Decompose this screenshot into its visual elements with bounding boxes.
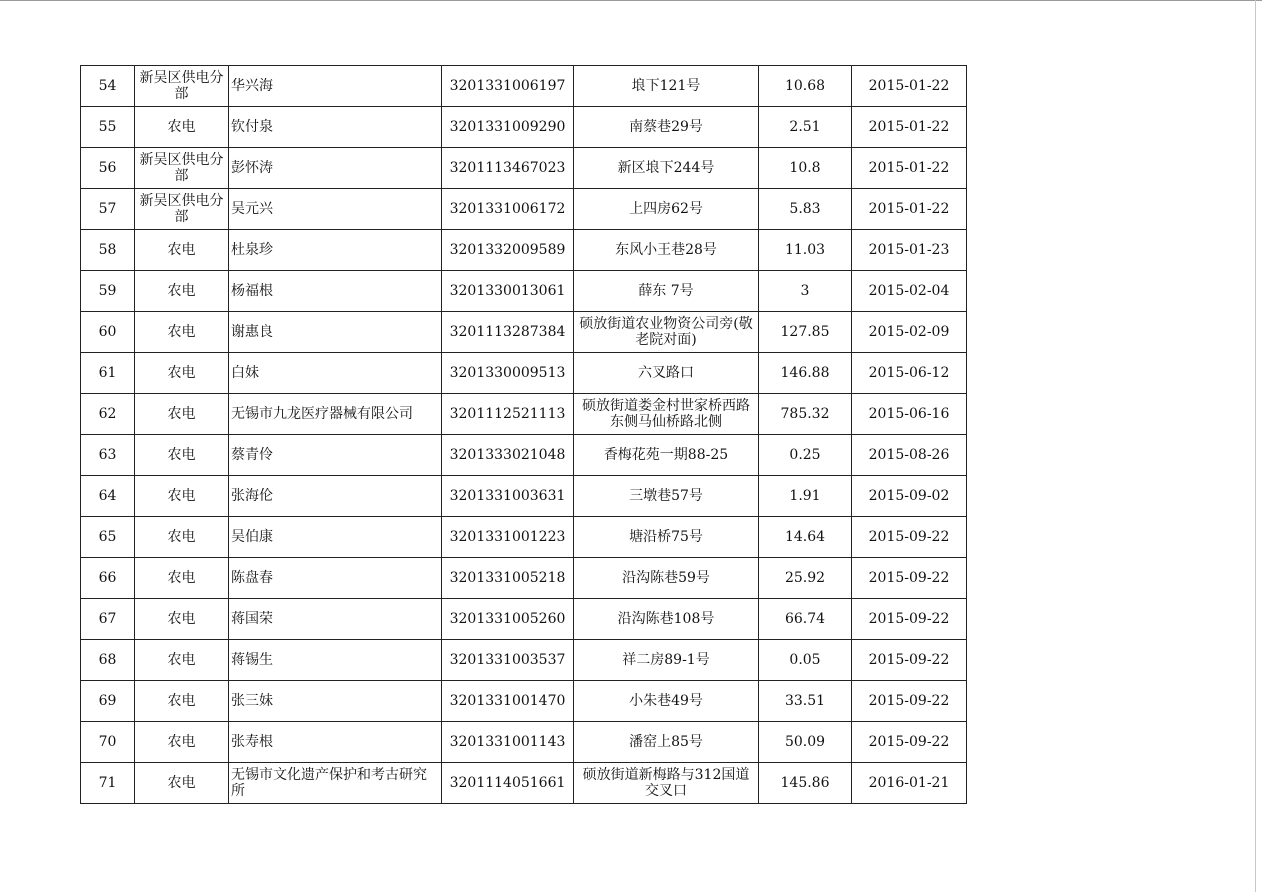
cell-date: 2015-01-22	[852, 107, 967, 148]
cell-customer-name: 陈盘春	[229, 558, 442, 599]
cell-index: 66	[81, 558, 135, 599]
cell-customer-name: 蒋国荣	[229, 599, 442, 640]
cell-amount: 33.51	[759, 681, 852, 722]
cell-address: 硕放街道新梅路与312国道交叉口	[574, 763, 759, 804]
cell-amount: 10.8	[759, 148, 852, 189]
cell-customer-name: 蒋锡生	[229, 640, 442, 681]
cell-customer-name: 张三妹	[229, 681, 442, 722]
cell-index: 64	[81, 476, 135, 517]
cell-account-number: 3201333021048	[442, 435, 574, 476]
cell-account-number: 3201332009589	[442, 230, 574, 271]
cell-unit: 农电	[135, 763, 229, 804]
cell-address: 香梅花苑一期88-25	[574, 435, 759, 476]
cell-unit: 农电	[135, 435, 229, 476]
cell-amount: 10.68	[759, 66, 852, 107]
cell-index: 68	[81, 640, 135, 681]
cell-date: 2015-09-22	[852, 517, 967, 558]
cell-date: 2015-09-02	[852, 476, 967, 517]
cell-amount: 0.25	[759, 435, 852, 476]
cell-customer-name: 张寿根	[229, 722, 442, 763]
cell-date: 2015-01-23	[852, 230, 967, 271]
cell-index: 54	[81, 66, 135, 107]
cell-account-number: 3201331005260	[442, 599, 574, 640]
table-row	[81, 230, 967, 271]
cell-amount: 1.91	[759, 476, 852, 517]
cell-account-number: 3201331001470	[442, 681, 574, 722]
cell-address: 潘窑上85号	[574, 722, 759, 763]
cell-unit: 农电	[135, 271, 229, 312]
cell-date: 2015-09-22	[852, 640, 967, 681]
cell-index: 69	[81, 681, 135, 722]
cell-date: 2015-06-12	[852, 353, 967, 394]
table-row	[81, 599, 967, 640]
table-row	[81, 640, 967, 681]
cell-customer-name: 彭怀涛	[229, 148, 442, 189]
cell-amount: 2.51	[759, 107, 852, 148]
cell-account-number: 3201330009513	[442, 353, 574, 394]
cell-unit: 农电	[135, 107, 229, 148]
cell-account-number: 3201331009290	[442, 107, 574, 148]
cell-address: 埌下121号	[574, 66, 759, 107]
cell-address: 南蔡巷29号	[574, 107, 759, 148]
cell-date: 2015-09-22	[852, 558, 967, 599]
cell-amount: 127.85	[759, 312, 852, 353]
cell-date: 2015-09-22	[852, 681, 967, 722]
cell-index: 55	[81, 107, 135, 148]
cell-account-number: 3201112521113	[442, 394, 574, 435]
cell-address: 三墩巷57号	[574, 476, 759, 517]
cell-index: 58	[81, 230, 135, 271]
cell-amount: 14.64	[759, 517, 852, 558]
cell-date: 2015-01-22	[852, 66, 967, 107]
cell-account-number: 3201331006172	[442, 189, 574, 230]
cell-amount: 25.92	[759, 558, 852, 599]
cell-unit: 农电	[135, 353, 229, 394]
cell-customer-name: 无锡市九龙医疗器械有限公司	[229, 394, 442, 435]
cell-unit: 农电	[135, 312, 229, 353]
table-row	[81, 394, 967, 435]
table-row	[81, 763, 967, 804]
cell-customer-name: 无锡市文化遗产保护和考古研究所	[229, 763, 442, 804]
cell-unit: 农电	[135, 640, 229, 681]
cell-address: 硕放街道娄金村世家桥西路东侧马仙桥路北侧	[574, 394, 759, 435]
cell-unit: 新吴区供电分部	[135, 148, 229, 189]
cell-customer-name: 白妹	[229, 353, 442, 394]
cell-unit: 农电	[135, 681, 229, 722]
cell-index: 71	[81, 763, 135, 804]
cell-address: 薛东 7号	[574, 271, 759, 312]
cell-account-number: 3201331003631	[442, 476, 574, 517]
cell-amount: 0.05	[759, 640, 852, 681]
cell-unit: 农电	[135, 517, 229, 558]
cell-customer-name: 华兴海	[229, 66, 442, 107]
cell-customer-name: 谢惠良	[229, 312, 442, 353]
cell-account-number: 3201331001143	[442, 722, 574, 763]
cell-unit: 农电	[135, 230, 229, 271]
cell-address: 沿沟陈巷108号	[574, 599, 759, 640]
cell-index: 65	[81, 517, 135, 558]
page-top-border	[0, 0, 1262, 1]
table-row	[81, 435, 967, 476]
cell-amount: 66.74	[759, 599, 852, 640]
cell-account-number: 3201331006197	[442, 66, 574, 107]
table-row	[81, 722, 967, 763]
cell-address: 硕放街道农业物资公司旁(敬老院对面)	[574, 312, 759, 353]
cell-date: 2015-08-26	[852, 435, 967, 476]
table-row	[81, 148, 967, 189]
table-row	[81, 681, 967, 722]
cell-address: 上四房62号	[574, 189, 759, 230]
cell-date: 2015-01-22	[852, 148, 967, 189]
cell-index: 59	[81, 271, 135, 312]
cell-index: 63	[81, 435, 135, 476]
cell-index: 67	[81, 599, 135, 640]
cell-index: 60	[81, 312, 135, 353]
table-body	[81, 66, 967, 804]
cell-address: 东风小王巷28号	[574, 230, 759, 271]
cell-date: 2015-06-16	[852, 394, 967, 435]
cell-account-number: 3201113467023	[442, 148, 574, 189]
cell-index: 56	[81, 148, 135, 189]
cell-date: 2015-01-22	[852, 189, 967, 230]
cell-account-number: 3201331001223	[442, 517, 574, 558]
cell-date: 2015-09-22	[852, 599, 967, 640]
cell-amount: 5.83	[759, 189, 852, 230]
table-row	[81, 189, 967, 230]
cell-amount: 145.86	[759, 763, 852, 804]
cell-account-number: 3201114051661	[442, 763, 574, 804]
table-row	[81, 517, 967, 558]
cell-index: 57	[81, 189, 135, 230]
cell-customer-name: 吴伯康	[229, 517, 442, 558]
cell-address: 六叉路口	[574, 353, 759, 394]
table-row	[81, 353, 967, 394]
data-table	[80, 65, 967, 804]
cell-date: 2016-01-21	[852, 763, 967, 804]
cell-address: 新区埌下244号	[574, 148, 759, 189]
cell-account-number: 3201331005218	[442, 558, 574, 599]
cell-address: 沿沟陈巷59号	[574, 558, 759, 599]
cell-unit: 农电	[135, 558, 229, 599]
cell-customer-name: 蔡青伶	[229, 435, 442, 476]
cell-unit: 农电	[135, 394, 229, 435]
cell-unit: 新吴区供电分部	[135, 66, 229, 107]
cell-date: 2015-09-22	[852, 722, 967, 763]
cell-index: 62	[81, 394, 135, 435]
cell-account-number: 3201331003537	[442, 640, 574, 681]
cell-customer-name: 杨福根	[229, 271, 442, 312]
cell-unit: 农电	[135, 599, 229, 640]
page-right-border	[1255, 0, 1256, 892]
cell-amount: 146.88	[759, 353, 852, 394]
table-row	[81, 66, 967, 107]
cell-index: 70	[81, 722, 135, 763]
cell-unit: 农电	[135, 476, 229, 517]
table-row	[81, 312, 967, 353]
cell-address: 小朱巷49号	[574, 681, 759, 722]
cell-customer-name: 张海伦	[229, 476, 442, 517]
cell-unit: 新吴区供电分部	[135, 189, 229, 230]
cell-account-number: 3201113287384	[442, 312, 574, 353]
cell-address: 塘沿桥75号	[574, 517, 759, 558]
cell-date: 2015-02-04	[852, 271, 967, 312]
table-row	[81, 558, 967, 599]
cell-date: 2015-02-09	[852, 312, 967, 353]
cell-amount: 785.32	[759, 394, 852, 435]
table-row	[81, 271, 967, 312]
cell-customer-name: 吴元兴	[229, 189, 442, 230]
cell-amount: 3	[759, 271, 852, 312]
table-row	[81, 107, 967, 148]
cell-customer-name: 杜泉珍	[229, 230, 442, 271]
cell-unit: 农电	[135, 722, 229, 763]
cell-amount: 11.03	[759, 230, 852, 271]
cell-amount: 50.09	[759, 722, 852, 763]
table-row	[81, 476, 967, 517]
cell-account-number: 3201330013061	[442, 271, 574, 312]
cell-index: 61	[81, 353, 135, 394]
cell-customer-name: 钦付泉	[229, 107, 442, 148]
cell-address: 祥二房89-1号	[574, 640, 759, 681]
